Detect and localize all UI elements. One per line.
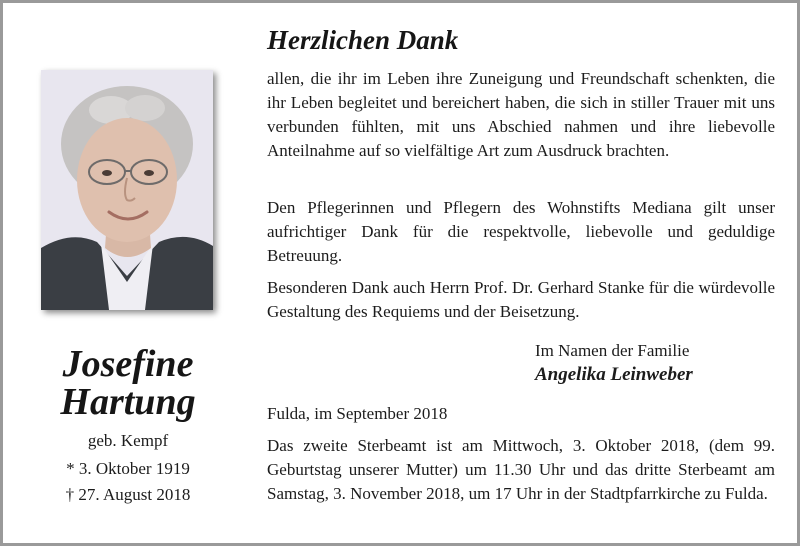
first-name: Josefine — [62, 343, 194, 385]
thanks-paragraph-1: allen, die ihr im Leben ihre Zuneigung und Freundschaft schenkten, die ihr Leben begleitet und bereichert haben, die sich in stiller Trauer mit uns verbunden fühlten, mit uns Abschied nahmen und ihre liebevolle Anteilnahme auf so vielfältige Art zum Ausdruck brachten. — [267, 69, 775, 160]
birth-name: geb. Kempf — [87, 431, 169, 450]
birth-date: * 3. Oktober 1919 — [66, 459, 190, 478]
last-name: Hartung — [60, 381, 196, 423]
thanks-paragraph-2: Den Pflegerinnen und Pflegern des Wohnstifts Mediana gilt unser aufrichtiger Dank für die respektvolle, liebevolle und geduldige Betreuung. — [267, 198, 775, 265]
notice-heading: Herzlichen Dank — [267, 25, 459, 55]
signature-name: Angelika Leinweber — [535, 364, 693, 385]
death-date: † 27. August 2018 — [65, 485, 191, 504]
signature-intro: Im Namen der Familie — [535, 341, 690, 360]
portrait-photo — [41, 70, 213, 310]
thanks-paragraph-3: Besonderen Dank auch Herrn Prof. Dr. Gerhard Stanke für die würdevolle Gestaltung des Requiems und der Beisetzung. — [267, 278, 775, 321]
deceased-name — [28, 345, 228, 421]
place-date: Fulda, im September 2018 — [267, 404, 448, 423]
service-paragraph: Das zweite Sterbeamt ist am Mittwoch, 3. Oktober 2018, (dem 99. Geburtstag unserer Mutter) um 11.30 Uhr und das dritte Sterbeamt am Samstag, 3. November 2018, um 17 Uhr in der Stadtpfarrkirche zu Fulda. — [267, 436, 775, 503]
